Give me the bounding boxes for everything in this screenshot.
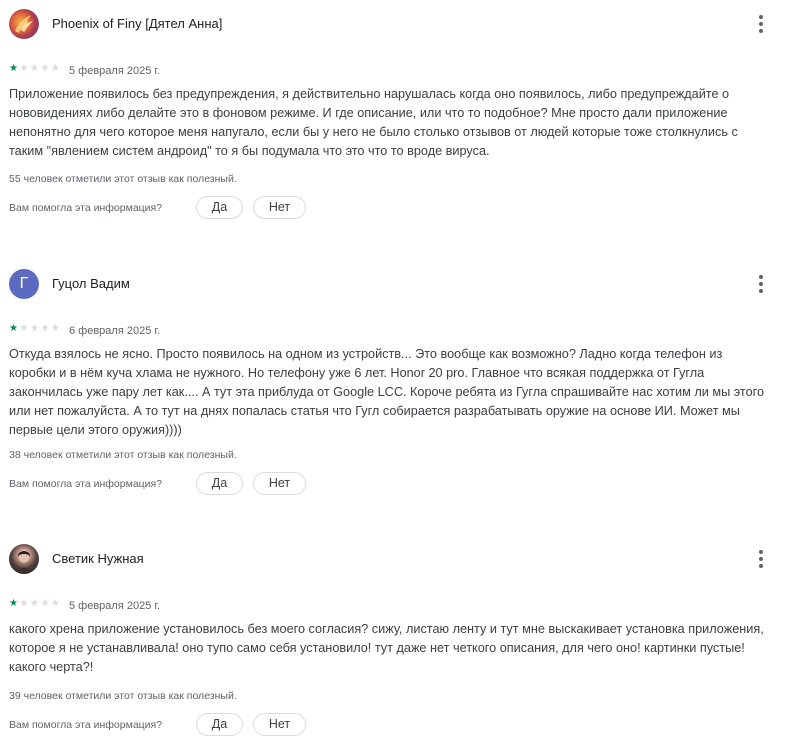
review-text: Откуда взялось не ясно. Просто появилось на одном из устройств... Это вообще как возможно? Ладно когда телефон из коробки и в нём куча хлама не нужного. Но телефону уже 6 лет. Honor 20 pro. Главное что всякая поддержка от Гугла закончилась уже пару лет как.... А тут эта приблуда от Google LCC. Короче ребята из Гугла спрашивайте нас хотим ли мы этого или нет пожалуйста. А то тут на днях попалась статья что Гугл собирается разрабатывать оружие на основе ИИ. Может мы первые цели этого оружия)))) — [9, 347, 765, 437]
user-avatar — [9, 9, 39, 39]
review-date: 5 февраля 2025 г. — [69, 65, 161, 77]
helpful-count: 39 человек отметили этот отзыв как полезный. — [9, 690, 237, 702]
no-button[interactable]: Нет — [253, 196, 306, 219]
more-options-icon[interactable] — [752, 548, 770, 570]
star-empty-icon: ★ — [40, 323, 50, 334]
star-empty-icon: ★ — [30, 323, 39, 334]
no-button[interactable]: Нет — [253, 472, 306, 495]
author-name: Светик Нужная — [52, 551, 144, 566]
star-empty-icon: ★ — [51, 63, 60, 74]
review-date: 6 февраля 2025 г. — [69, 325, 161, 337]
more-options-icon[interactable] — [752, 13, 770, 35]
star-empty-icon: ★ — [30, 63, 39, 74]
review-date: 5 февраля 2025 г. — [69, 600, 161, 612]
star-empty-icon: ★ — [51, 598, 60, 609]
author-name: Phoenix of Finy [Дятел Анна] — [52, 16, 223, 31]
review-card — [0, 260, 800, 490]
more-options-icon[interactable] — [752, 273, 770, 295]
user-avatar: Г — [9, 269, 39, 299]
yes-button[interactable]: Да — [196, 713, 243, 736]
helpful-count: 38 человек отметили этот отзыв как полезный. — [9, 449, 237, 461]
review-card — [0, 535, 800, 737]
phoenix-icon — [9, 9, 39, 39]
star-filled-icon: ★ — [9, 598, 18, 609]
review-text: какого хрена приложение установилось без моего согласия? сижу, листаю ленту и тут мне выскакивает установка приложения, которое я не устанавливала! оно тупо само себя установило! тут даже нет четкого описания, для чего оно! картинки пустые! какого черта?! — [9, 622, 764, 674]
star-filled-icon: ★ — [9, 323, 18, 334]
yes-button[interactable]: Да — [196, 196, 243, 219]
helpful-question: Вам помогла эта информация? — [9, 202, 163, 214]
yes-button[interactable]: Да — [196, 472, 243, 495]
user-avatar — [9, 544, 39, 574]
star-empty-icon: ★ — [40, 598, 50, 609]
star-empty-icon: ★ — [30, 598, 39, 609]
author-name: Гуцол Вадим — [52, 276, 130, 291]
star-empty-icon: ★ — [19, 63, 29, 74]
star-empty-icon: ★ — [40, 63, 50, 74]
helpful-question: Вам помогла эта информация? — [9, 478, 163, 490]
star-rating — [9, 598, 62, 610]
no-button[interactable]: Нет — [253, 713, 306, 736]
star-empty-icon: ★ — [19, 323, 29, 334]
user-photo-icon — [9, 544, 39, 574]
star-filled-icon: ★ — [9, 63, 18, 74]
review-card — [0, 0, 800, 230]
star-empty-icon: ★ — [19, 598, 29, 609]
star-rating — [9, 323, 62, 335]
review-text: Приложение появилось без предупреждения, я действительно нарушалась когда оно появилось, либо предупреждайте о нововидениях либо делайте это в фоновом режиме. И где описание, или что то подобное? Мне просто дали приложение непонятно для чего которое меня напугало, если бы у него не было столько отзывов от людей которые тоже столкнулись с таким "явлением систем андроид" то я бы подумала что это что то вроде вируса. — [9, 87, 738, 158]
star-rating — [9, 63, 62, 75]
star-empty-icon: ★ — [51, 323, 60, 334]
helpful-question: Вам помогла эта информация? — [9, 719, 163, 731]
helpful-count: 55 человек отметили этот отзыв как полезный. — [9, 173, 237, 185]
